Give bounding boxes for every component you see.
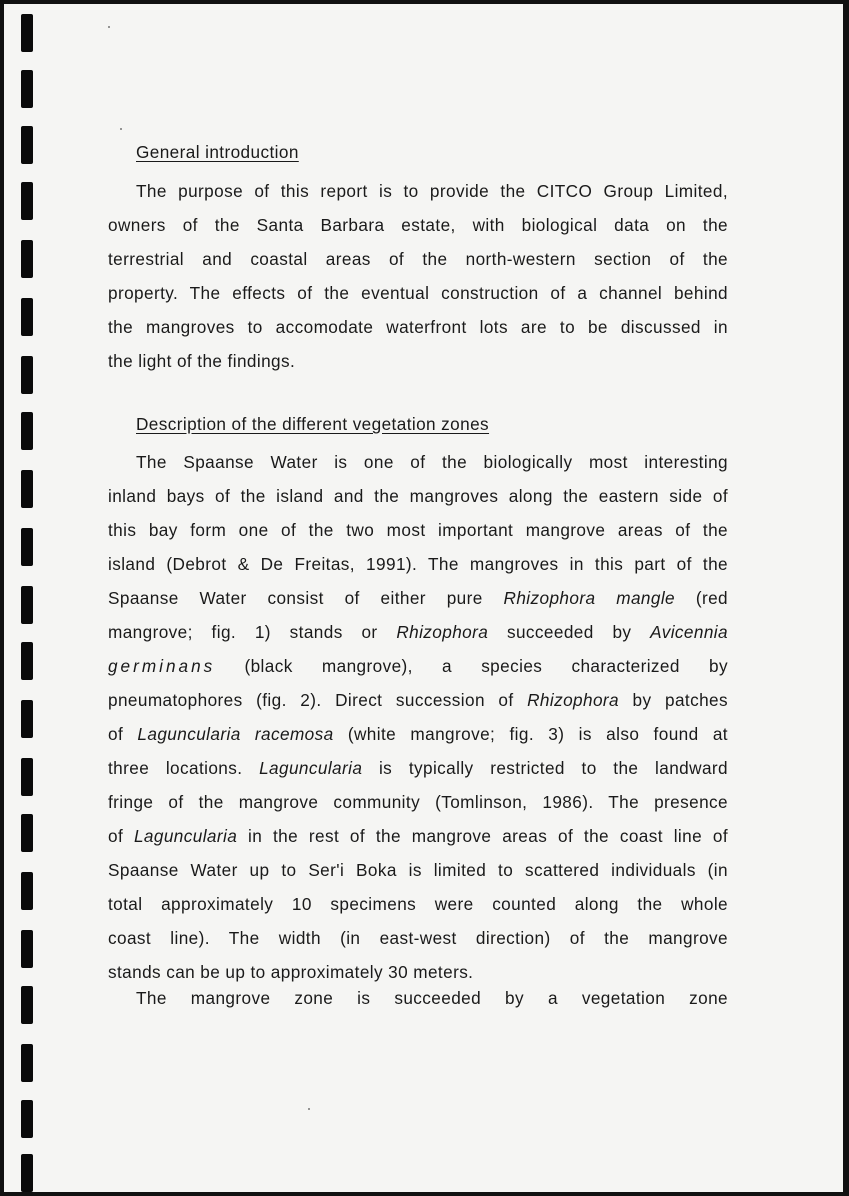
binding-hole: [21, 758, 33, 796]
text-line: [108, 649, 728, 683]
text-run: is typically restricted to the landward: [362, 758, 728, 778]
text-run: of: [108, 826, 134, 846]
paper-sheet: [4, 4, 843, 1192]
text-line: inland bays of the island and the mangroves along the eastern side of: [108, 486, 728, 506]
text-line: [108, 717, 728, 751]
text-line: The Spaanse Water is one of the biologically most interesting: [136, 452, 728, 472]
text-run: in the rest of the mangrove areas of the coast line of: [237, 826, 729, 846]
species-name: Rhizophora mangle: [503, 588, 676, 608]
text-line: coast line). The width (in east-west direction) of the mangrove: [108, 928, 728, 948]
text-line: this bay form one of the two most important mangrove areas of the: [108, 520, 728, 540]
text-run: Spaanse Water consist of either pure: [108, 588, 504, 608]
text-line: Spaanse Water up to Ser'i Boka is limited to scattered individuals (in: [108, 860, 728, 880]
species-name: Laguncularia racemosa: [137, 724, 334, 744]
binding-hole: [21, 182, 33, 220]
text-run: mangrove; fig. 1) stands or: [108, 622, 397, 642]
paragraph-vegetation-zone: [108, 981, 728, 1015]
binding-hole: [21, 126, 33, 164]
text-line: The mangrove zone is succeeded by a vegetation zone: [136, 988, 728, 1008]
text-line: [108, 581, 728, 615]
binding-hole: [21, 1100, 33, 1138]
text-line: [108, 683, 728, 717]
binding-hole: [21, 586, 33, 624]
binding-hole: [21, 14, 33, 52]
section-heading-vegetation-zones: Description of the different vegetation zones: [136, 414, 490, 434]
text-line: The purpose of this report is to provide the CITCO Group Limited,: [136, 181, 728, 201]
binding-hole: [21, 470, 33, 508]
text-run: of: [108, 724, 138, 744]
binding-hole: [21, 356, 33, 394]
text-run: (white mangrove; fig. 3) is also found at: [333, 724, 728, 744]
text-run: by patches: [619, 690, 728, 710]
text-run: three locations.: [108, 758, 260, 778]
text-line: the light of the findings.: [108, 351, 296, 371]
species-name: Rhizophora: [396, 622, 489, 642]
text-run: pneumatophores (fig. 2). Direct succession of: [108, 690, 528, 710]
binding-hole: [21, 70, 33, 108]
text-line: island (Debrot & De Freitas, 1991). The mangroves in this part of the: [108, 554, 728, 574]
text-line: owners of the Santa Barbara estate, with biological data on the: [108, 215, 728, 235]
binding-hole: [21, 642, 33, 680]
binding-hole: [21, 986, 33, 1024]
binding-hole: [21, 872, 33, 910]
species-name: Rhizophora: [527, 690, 619, 710]
text-run: (red: [675, 588, 728, 608]
scan-speck: [108, 26, 110, 28]
binding-hole: [21, 1154, 33, 1192]
binding-hole: [21, 700, 33, 738]
text-run: (black mangrove), a species characterized by: [215, 656, 728, 676]
binding-hole: [21, 298, 33, 336]
paragraph-introduction: [108, 174, 728, 378]
text-line: the mangroves to accomodate waterfront lots are to be discussed in: [108, 317, 728, 337]
text-line: fringe of the mangrove community (Tomlinson, 1986). The presence: [108, 792, 728, 812]
binding-hole: [21, 528, 33, 566]
species-name: Laguncularia: [133, 826, 238, 846]
section-heading-general-introduction: General introduction: [136, 142, 299, 162]
binding-hole: [21, 1044, 33, 1082]
species-name: germinans: [108, 656, 216, 676]
species-name: Laguncularia: [259, 758, 363, 778]
binding-hole: [21, 814, 33, 852]
binding-hole: [21, 412, 33, 450]
text-line: stands can be up to approximately 30 meters.: [108, 962, 474, 982]
text-line: [108, 751, 728, 785]
binding-hole: [21, 930, 33, 968]
text-run: succeeded by: [488, 622, 651, 642]
binding-hole: [21, 240, 33, 278]
species-name: Avicennia: [650, 622, 728, 642]
scan-speck: [120, 128, 122, 130]
text-line: terrestrial and coastal areas of the north-western section of the: [108, 249, 728, 269]
scan-speck: [308, 1108, 310, 1110]
text-line: total approximately 10 specimens were counted along the whole: [108, 894, 728, 914]
text-line: [108, 819, 728, 853]
paragraph-mangroves: [108, 445, 728, 989]
text-line: [108, 615, 728, 649]
text-line: property. The effects of the eventual construction of a channel behind: [108, 283, 728, 303]
